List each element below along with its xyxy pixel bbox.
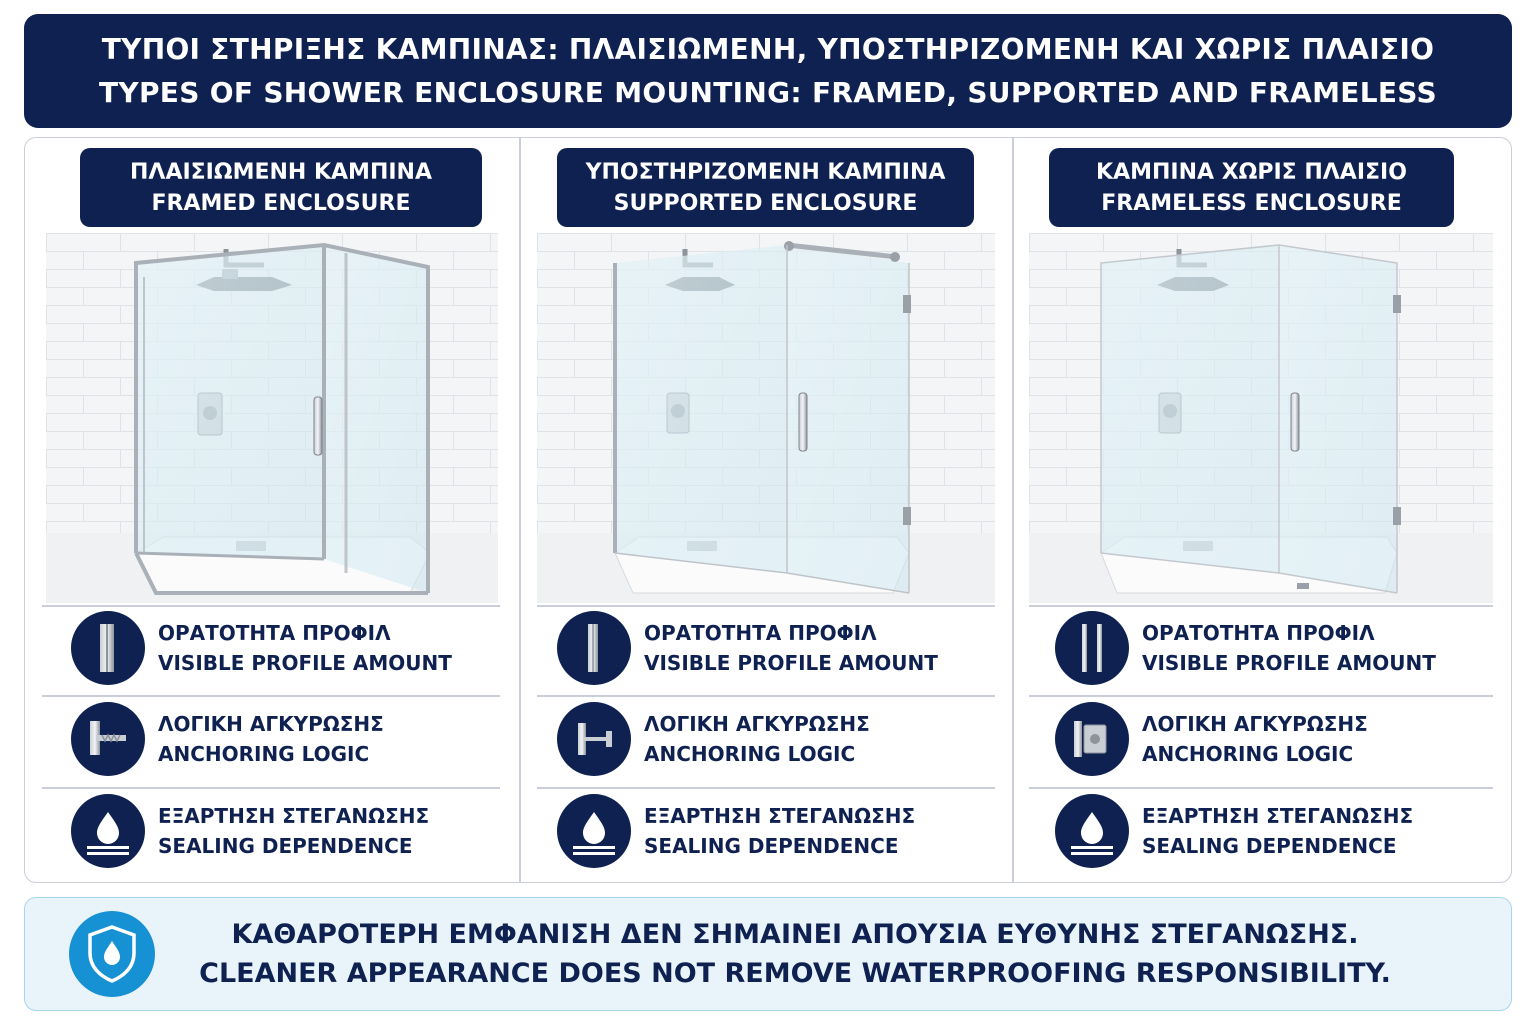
column-title: [557, 148, 974, 227]
feature-label-english: VISIBLE PROFILE AMOUNT: [644, 651, 938, 675]
feature-anchoring: [71, 700, 384, 778]
column-supported: [520, 137, 1012, 881]
page-title-greek: ΤΥΠΟΙ ΣΤΗΡΙΞΗΣ ΚΑΜΠΙΝΑΣ: ΠΛΑΙΣΙΩΜΕΝΗ, ΥΠΟΣΤΗΡΙΖΟΜΕΝΗ ΚΑΙ ΧΩΡΙΣ ΠΛΑΙΣΙΟ: [101, 33, 1435, 66]
column-title-english: FRAMELESS ENCLOSURE: [1101, 190, 1402, 216]
feature-label-greek: ΟΡΑΤΟΤΗΤΑ ΠΡΟΦΙΛ: [644, 621, 877, 645]
feature-divider: [1029, 605, 1493, 607]
column-title: [1049, 148, 1454, 227]
feature-divider: [42, 605, 500, 607]
framed-enclosure-illustration: [46, 233, 498, 603]
feature-sealing: [557, 792, 915, 870]
feature-label-greek: ΕΞΑΡΤΗΣΗ ΣΤΕΓΑΝΩΣΗΣ: [1142, 804, 1414, 828]
feature-label-greek: ΛΟΓΙΚΗ ΑΓΚΥΡΩΣΗΣ: [158, 712, 384, 736]
feature-label-english: SEALING DEPENDENCE: [644, 834, 899, 858]
footer-text-english: CLEANER APPEARANCE DOES NOT REMOVE WATERPROOFING RESPONSIBILITY.: [199, 958, 1391, 989]
water-drop-icon: [1055, 794, 1129, 868]
feature-label-english: ANCHORING LOGIC: [644, 742, 856, 766]
column-title-greek: ΚΑΜΠΙΝΑ ΧΩΡΙΣ ΠΛΑΙΣΙΟ: [1096, 159, 1407, 185]
feature-profile: [1055, 609, 1436, 687]
feature-divider: [42, 695, 500, 697]
feature-divider: [42, 787, 500, 789]
feature-profile: [71, 609, 452, 687]
profile-icon: [71, 611, 145, 685]
profile-icon: [557, 611, 631, 685]
anchor-icon: [557, 702, 631, 776]
water-drop-icon: [557, 794, 631, 868]
feature-label-greek: ΟΡΑΤΟΤΗΤΑ ΠΡΟΦΙΛ: [1142, 621, 1375, 645]
feature-anchoring: [557, 700, 870, 778]
feature-label-english: ANCHORING LOGIC: [1142, 742, 1354, 766]
footer-note: [24, 897, 1512, 1011]
feature-divider: [537, 605, 995, 607]
feature-divider: [1029, 787, 1493, 789]
feature-label-english: VISIBLE PROFILE AMOUNT: [158, 651, 452, 675]
feature-label-greek: ΟΡΑΤΟΤΗΤΑ ΠΡΟΦΙΛ: [158, 621, 391, 645]
feature-label-english: SEALING DEPENDENCE: [1142, 834, 1397, 858]
column-title-english: SUPPORTED ENCLOSURE: [613, 190, 918, 216]
feature-anchoring: [1055, 700, 1368, 778]
feature-divider: [537, 695, 995, 697]
feature-label-greek: ΛΟΓΙΚΗ ΑΓΚΥΡΩΣΗΣ: [644, 712, 870, 736]
anchor-icon: [71, 702, 145, 776]
column-title-greek: ΠΛΑΙΣΙΩΜΕΝΗ ΚΑΜΠΙΝΑ: [130, 159, 432, 185]
column-frameless: [1013, 137, 1510, 881]
feature-label-english: VISIBLE PROFILE AMOUNT: [1142, 651, 1436, 675]
feature-sealing: [71, 792, 429, 870]
feature-label-english: ANCHORING LOGIC: [158, 742, 370, 766]
supported-enclosure-illustration: [537, 233, 995, 603]
page-title-english: TYPES OF SHOWER ENCLOSURE MOUNTING: FRAMED, SUPPORTED AND FRAMELESS: [99, 76, 1437, 109]
feature-label-english: SEALING DEPENDENCE: [158, 834, 413, 858]
frameless-enclosure-illustration: [1029, 233, 1493, 603]
feature-sealing: [1055, 792, 1413, 870]
feature-profile: [557, 609, 938, 687]
column-framed: [24, 137, 519, 881]
column-title-english: FRAMED ENCLOSURE: [151, 190, 411, 216]
feature-label-greek: ΛΟΓΙΚΗ ΑΓΚΥΡΩΣΗΣ: [1142, 712, 1368, 736]
anchor-icon: [1055, 702, 1129, 776]
feature-label-greek: ΕΞΑΡΤΗΣΗ ΣΤΕΓΑΝΩΣΗΣ: [644, 804, 916, 828]
water-drop-icon: [71, 794, 145, 868]
footer-text-greek: ΚΑΘΑΡΟΤΕΡΗ ΕΜΦΑΝΙΣΗ ΔΕΝ ΣΗΜΑΙΝΕΙ ΑΠΟΥΣΙΑ ΕΥΘΥΝΗΣ ΣΤΕΓΑΝΩΣΗΣ.: [231, 919, 1359, 950]
profile-icon: [1055, 611, 1129, 685]
feature-label-greek: ΕΞΑΡΤΗΣΗ ΣΤΕΓΑΝΩΣΗΣ: [158, 804, 430, 828]
shield-drop-icon: [69, 911, 155, 997]
feature-divider: [537, 787, 995, 789]
column-title-greek: ΥΠΟΣΤΗΡΙΖΟΜΕΝΗ ΚΑΜΠΙΝΑ: [585, 159, 946, 185]
feature-divider: [1029, 695, 1493, 697]
page-header: [24, 14, 1512, 128]
column-title: [80, 148, 482, 227]
